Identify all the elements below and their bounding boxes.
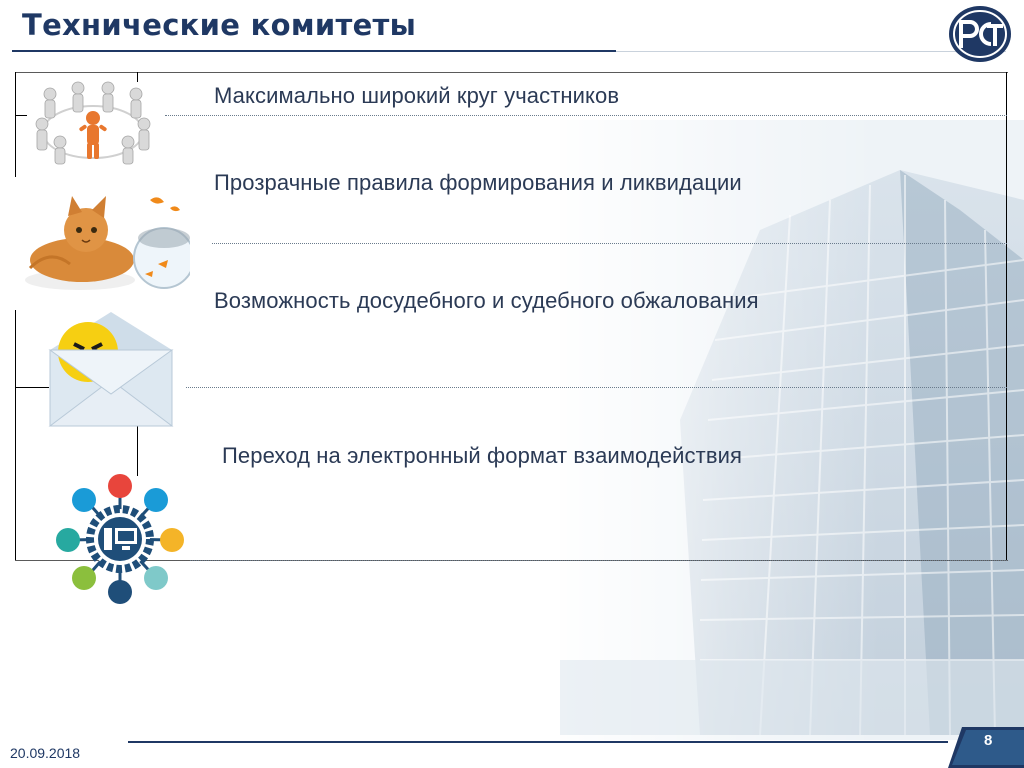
- frame-inner-tick-2: [137, 426, 138, 476]
- row-separator: [212, 243, 1007, 244]
- frame-top-line: [15, 72, 1008, 73]
- title-underline: [12, 50, 616, 52]
- frame-right-line: [1006, 72, 1007, 560]
- frame-left-stub-2: [15, 387, 49, 388]
- item-text-electronic-format: Переход на электронный формат взаимодействия: [222, 443, 743, 468]
- row-separator: [186, 387, 1007, 388]
- slide-title: Технические комитеты: [22, 8, 417, 42]
- item-text-participants: Максимально широкий круг участников: [214, 83, 620, 108]
- row-separator: [190, 560, 1007, 561]
- frame-left-line-1: [15, 72, 16, 177]
- item-text-appeal: Возможность досудебного и судебного обжалования: [214, 288, 759, 313]
- frame-left-stub-1: [15, 115, 27, 116]
- network-computer-icon: [52, 470, 188, 608]
- angry-envelope-icon: [48, 310, 174, 428]
- row-separator: [165, 115, 1007, 116]
- cat-fishbowl-icon: [20, 188, 190, 298]
- frame-left-line-2: [15, 310, 16, 560]
- people-circle-icon: [28, 80, 158, 166]
- item-text-transparent-rules: Прозрачные правила формирования и ликвидации: [214, 170, 742, 195]
- slide-date: 20.09.2018: [10, 745, 81, 761]
- footer-rule: [128, 741, 948, 743]
- rst-logo: [947, 4, 1013, 64]
- page-number: 8: [984, 732, 993, 749]
